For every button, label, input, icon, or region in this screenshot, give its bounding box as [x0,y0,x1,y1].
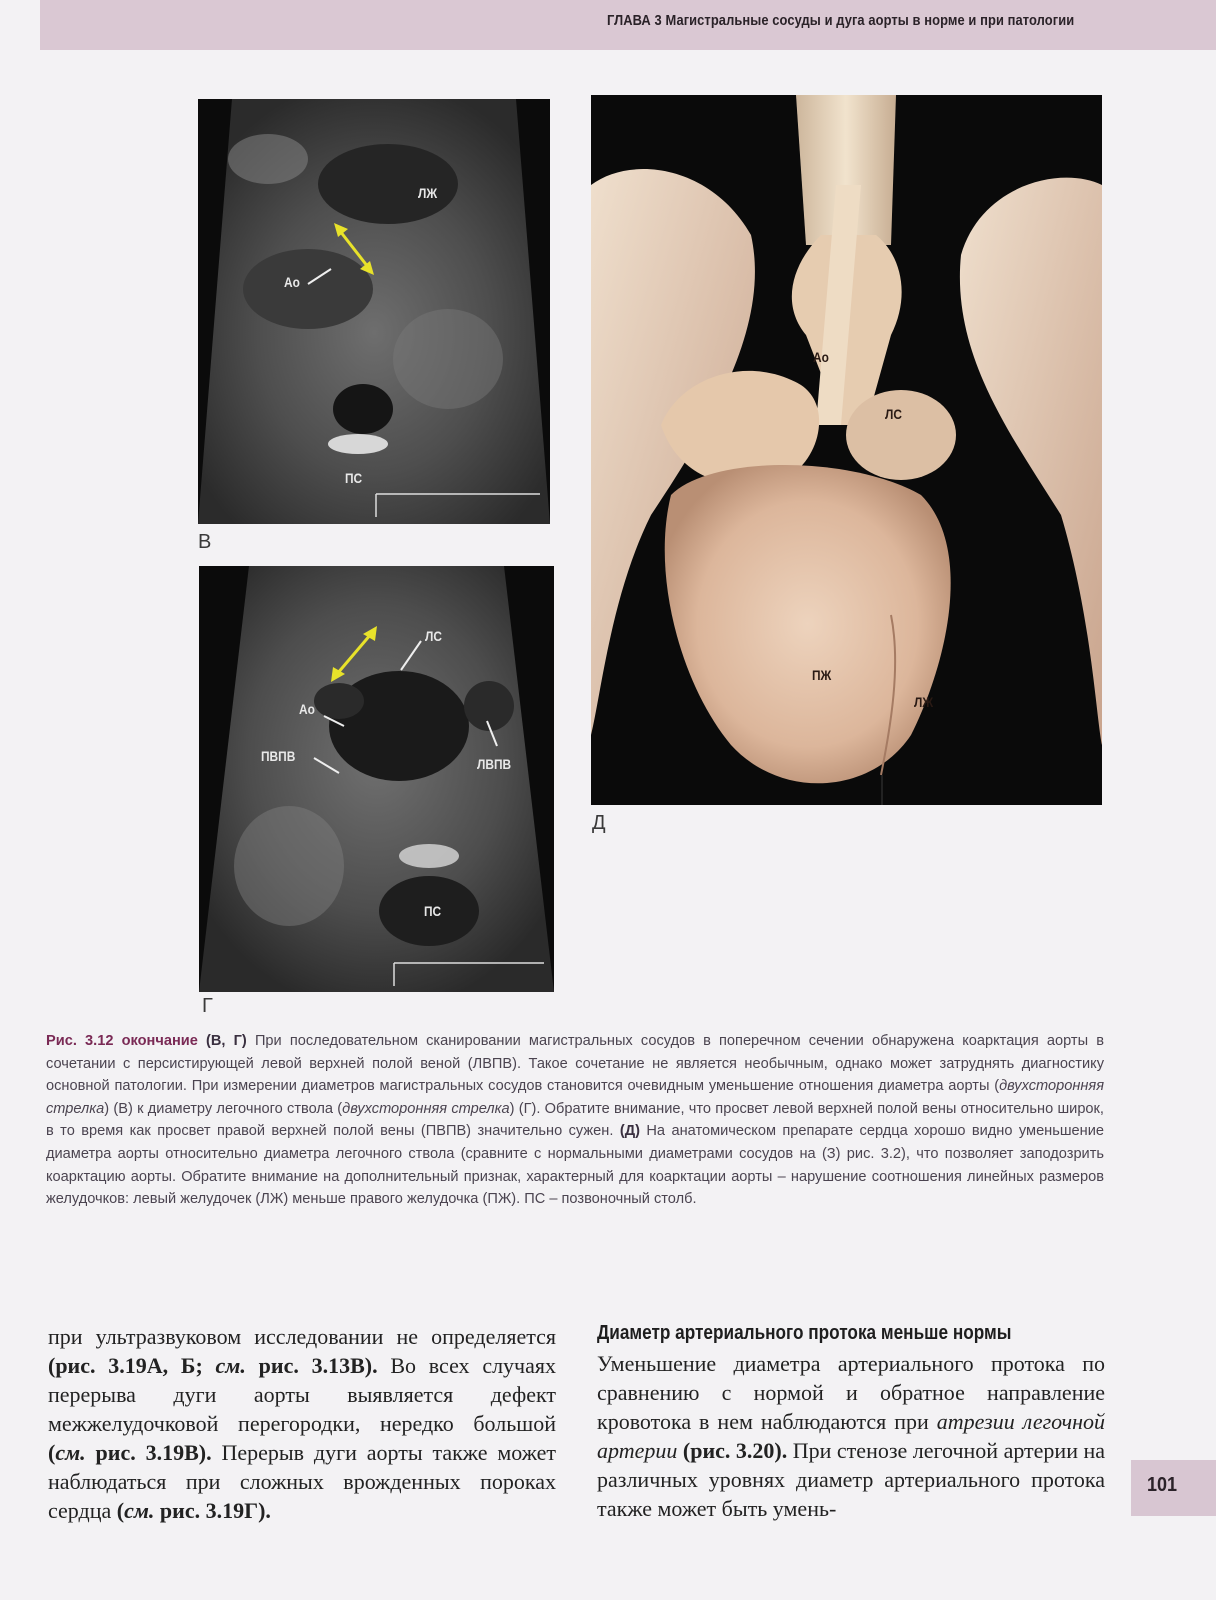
chapter-header-text [607,12,1074,29]
left-ref-1-italic: см. [215,1353,246,1378]
left-ref-2-end: рис. 3.19В). [95,1440,212,1465]
caption-text-3: ) (Г). Обратите внимание, что просвет левой верхней полой вены относительно широк, в то время как просвет правой верхней полой вены (ПВПВ) значительно сужен. [46,1100,1104,1140]
panel-letter-g: Г [202,995,213,1017]
right-ref-1: (рис. 3.20). [682,1438,788,1463]
left-text-1: при ультразвуковом исследовании не определяется [48,1324,556,1349]
label-ps-g: ПС [424,903,442,919]
panel-letter-d: Д [592,812,606,834]
specimen-graphic [591,95,1102,805]
label-ao-d: Ао [813,349,829,365]
left-ref-1 [48,1353,378,1378]
caption-figure-ref: Рис. 3.12 окончание [46,1033,198,1049]
anatomical-specimen-photo [591,95,1102,805]
label-ls-d: ЛС [885,406,902,422]
ultrasound-g-graphic [199,566,554,992]
right-italic-1: атрезии легочной артерии [597,1409,1106,1463]
caption-italic-2: двухсторонняя стрелка [342,1100,510,1117]
left-ref-2-open: ( [48,1440,56,1465]
left-ref-1-start: (рис. 3.19А, Б; [48,1353,203,1378]
ultrasound-v-graphic [198,99,550,524]
chapter-number: ГЛАВА 3 [606,12,662,29]
label-pzh-d: ПЖ [812,667,832,683]
caption-parts-vg: (В, Г) [206,1033,247,1049]
page-number: 101 [1147,1474,1178,1496]
ultrasound-image-v [198,99,550,524]
caption-text-4: На анатомическом препарате сердца хорошо видно уменьшение диаметра аорты относительно диаметра легочного ствола (сравните с нормальными диаметрами сосудов на (З) рис. 3.2), что позволяет заподозрить коарктацию аорты. Обратите внимание на дополнительный признак, характерный для коарктации аорты – нарушение соотношения линейных размеров желудочков: левый желудочек (ЛЖ) меньше правого желудочка (ПЖ). ПС – позвоночный столб. [46,1123,1104,1208]
left-text-3: Перерыв дуги аорты также может наблюдаться при сложных врожденных пороках сердца [48,1440,556,1523]
caption-italic-1: двухсторонняя стрелка [46,1078,1104,1117]
right-text-1: Уменьшение диаметра артериального протока по сравнению с нормой и обратное направление кровотока в нем наблюдаются при [597,1351,1105,1434]
ultrasound-image-g [199,566,554,992]
chapter-header-bar [40,0,1216,50]
left-ref-3-open: ( [116,1498,125,1523]
left-ref-1-end: рис. 3.13В). [258,1353,378,1378]
body-column-right [597,1320,1105,1523]
caption-parts-d: (Д) [619,1123,640,1140]
left-ref-2-italic: см. [55,1440,86,1465]
label-lvpv-g: ЛВПВ [477,756,512,772]
label-lzh-d: ЛЖ [914,694,934,710]
label-ps-v: ПС [345,470,363,486]
figure-caption [46,1030,1104,1211]
body-column-left [48,1322,556,1525]
panel-letter-v: В [198,531,212,553]
label-pvpv-g: ПВПВ [261,748,296,764]
section-heading: Диаметр артериального протока меньше нормы [597,1322,1012,1344]
right-text-2: При стенозе легочной артерии на различных уровнях диаметр артериального протока также может быть умень- [597,1438,1106,1521]
left-ref-3-italic: см. [124,1498,155,1523]
label-ao-v: Ао [284,274,300,290]
left-ref-3-end: рис. 3.19Г). [159,1498,271,1523]
left-ref-3 [117,1498,271,1523]
caption-text-1: При последовательном сканировании магистральных сосудов в поперечном сечении обнаружена коарктация аорты в сочетании с персистирующей левой верхней полой веной (ЛВПВ). Такое сочетание не является необычным, однако может затруднять диагностику основной патологии. При измерении диаметров магистральных сосудов становится очевидным уменьшение отношения диаметра аорты ( [46,1033,1104,1095]
chapter-title: Магистральные сосуды и дуга аорты в норме и при патологии [665,12,1074,29]
caption-text-2: ) (В) к диаметру легочного ствола ( [104,1100,343,1117]
left-ref-2 [48,1440,212,1465]
label-ao-g: Ао [299,701,315,717]
label-lzh-v: ЛЖ [418,185,438,201]
left-text-2: Во всех случаях перерыва дуги аорты выявляется дефект межжелудочковой перегородки, нередко большой [48,1353,557,1436]
label-ls-g: ЛС [425,628,442,644]
